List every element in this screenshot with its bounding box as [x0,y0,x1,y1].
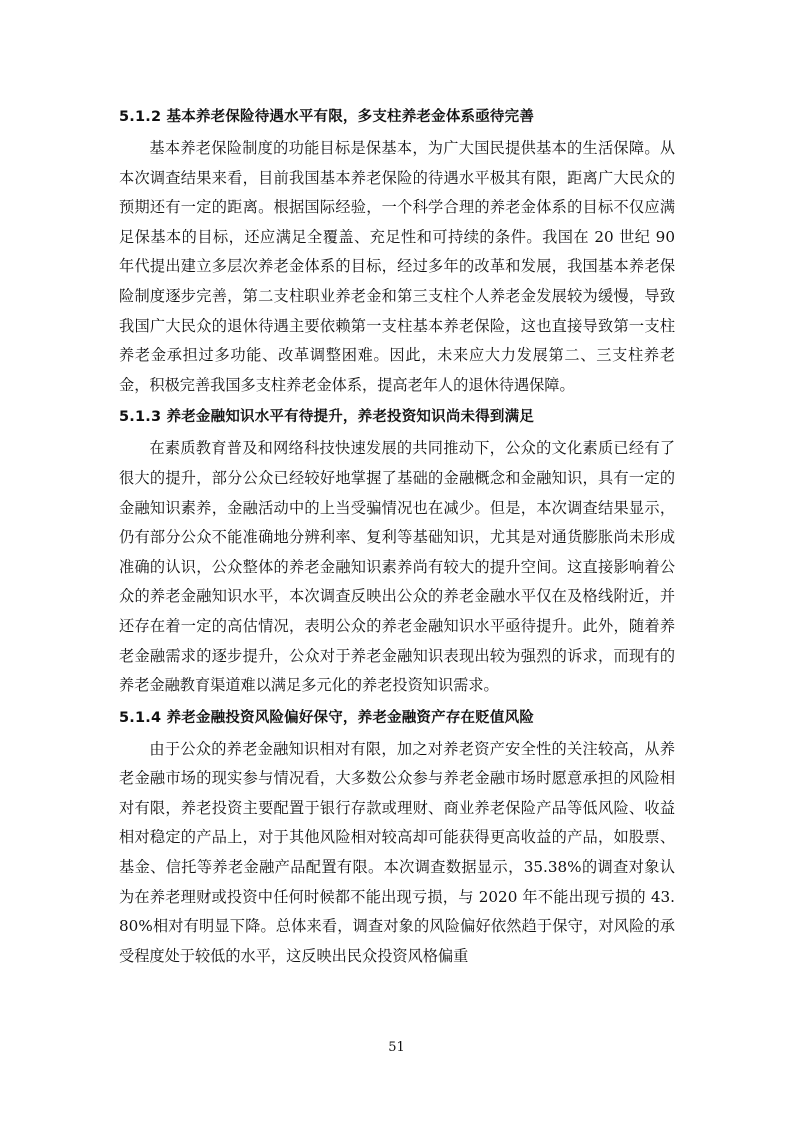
section-heading: 5.1.4 养老金融投资风险偏好保守，养老金融资产存在贬值风险 [119,709,535,726]
section-paragraph: 由于公众的养老金融知识相对有限，加之对养老资产安全性的关注较高，从养老金融市场的现实参与情况看，大多数公众参与养老金融市场时愿意承担的风险相对有限，养老投资主要配置于银行存款或理财、商业养老保险产品等低风险、收益相对稳定的产品上，对于其他风险相对较高却可能获得更高收益的产品，如股票、基金、信托等养老金融产品配置有限。本次调查数据显示，35.38%的调查对象认为在养老理财或投资中任何时候都不能出现亏损，与 2020 年不能出现亏损的 43.80%相对有明显下降。总体来看，调查对象的风险偏好依然趋于保守，对风险的承受程度处于较低的水平，这反映出民众投资风格偏重 [119,739,675,965]
section-5-1-4 [119,705,675,972]
section-paragraph: 在素质教育普及和网络科技快速发展的共同推动下，公众的文化素质已经有了很大的提升，部分公众已经较好地掌握了基础的金融概念和金融知识，具有一定的金融知识素养，金融活动中的上当受骗情况也在减少。但是，本次调查结果显示，仍有部分公众不能准确地分辨利率、复利等基础知识，尤其是对通货膨胀尚未形成准确的认识，公众整体的养老金融知识素养尚有较大的提升空间。这直接影响着公众的养老金融知识水平，本次调查反映出公众的养老金融水平仅在及格线附近，并还存在着一定的高估情况，表明公众的养老金融知识水平亟待提升。此外，随着养老金融需求的逐步提升，公众对于养老金融知识表现出较为强烈的诉求，而现有的养老金融教育渠道难以满足多元化的养老投资知识需求。 [119,439,675,695]
section-5-1-2 [119,104,675,400]
section-paragraph: 基本养老保险制度的功能目标是保基本，为广大国民提供基本的生活保障。从本次调查结果来看，目前我国基本养老保险的待遇水平极其有限，距离广大民众的预期还有一定的距离。根据国际经验，一个科学合理的养老金体系的目标不仅应满足保基本的目标，还应满足全覆盖、充足性和可持续的条件。我国在 20 世纪 90 年代提出建立多层次养老金体系的目标，经过多年的改革和发展，我国基本养老保险制度逐步完善，第二支柱职业养老金和第三支柱个人养老金发展较为缓慢，导致我国广大民众的退休待遇主要依赖第一支柱基本养老保险，这也直接导致第一支柱养老金承担过多功能、改革调整困难。因此，未来应大力发展第二、三支柱养老金，积极完善我国多支柱养老金体系，提高老年人的退休待遇保障。 [119,139,675,394]
page-number: 51 [388,1040,405,1055]
section-heading: 5.1.3 养老金融知识水平有待提升，养老投资知识尚未得到满足 [119,409,535,426]
page-content [119,104,675,975]
section-5-1-3 [119,404,675,700]
section-heading: 5.1.2 基本养老保险待遇水平有限，多支柱养老金体系亟待完善 [119,109,535,125]
